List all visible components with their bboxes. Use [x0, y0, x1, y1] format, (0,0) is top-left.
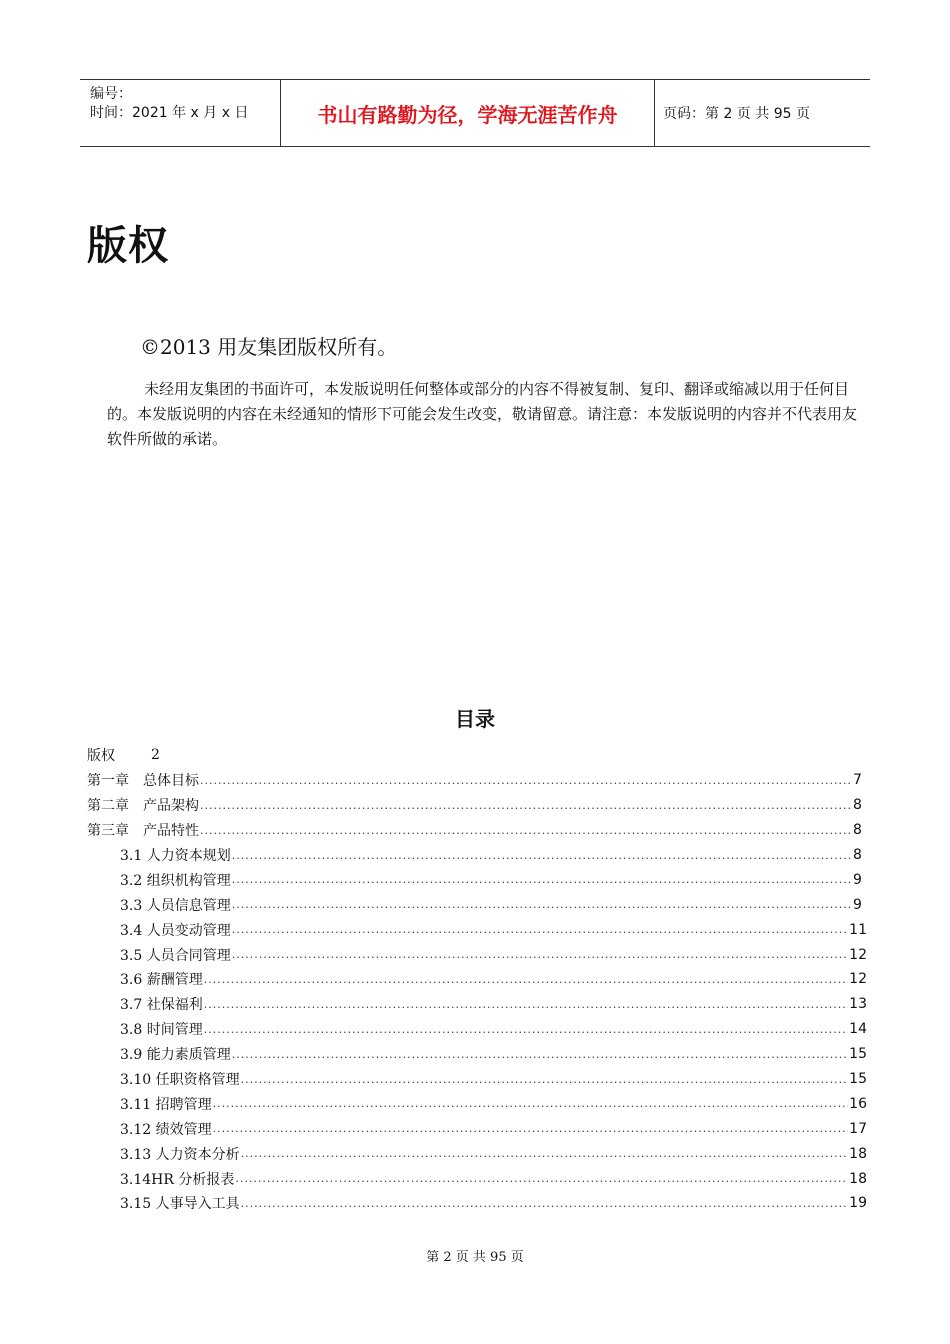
toc-leader — [200, 824, 852, 837]
toc-entry[interactable]: 3.6 薪酬管理 ..... 12 — [87, 967, 867, 992]
toc-leader — [204, 1023, 848, 1036]
toc-leader — [232, 1048, 848, 1061]
toc-leader — [213, 1097, 849, 1110]
toc-leader — [204, 973, 848, 986]
toc-entry[interactable]: 3.2 组织机构管理 ..... 9 — [87, 867, 867, 892]
header-meta — [80, 80, 281, 146]
toc-leader — [232, 849, 852, 862]
toc-leader — [213, 1122, 849, 1135]
toc-leader — [232, 873, 852, 886]
toc-entry[interactable]: 3.7 社保福利 ..... 13 — [87, 992, 867, 1017]
toc-entry[interactable]: 第一章 总体目标 ..... 7 — [87, 768, 867, 793]
toc-entry[interactable]: 3.11 招聘管理 ..... 16 — [87, 1091, 867, 1116]
toc-entry[interactable]: 3.14HR 分析报表 ..... 18 — [87, 1166, 867, 1191]
toc-entry[interactable]: 第三章 产品特性 ..... 8 — [87, 818, 867, 843]
toc-leader — [204, 998, 848, 1011]
toc-leader — [200, 774, 852, 787]
toc-entry[interactable]: 3.9 能力素质管理 ..... 15 — [87, 1042, 867, 1067]
toc-entry[interactable]: 3.4 人员变动管理 ..... 11 — [87, 917, 867, 942]
toc-leader — [241, 1197, 849, 1210]
toc-entry[interactable]: 3.12 绩效管理 ..... 17 — [87, 1116, 867, 1141]
toc-entry[interactable]: 3.1 人力资本规划 ..... 8 — [87, 843, 867, 868]
copyright-line: ©2013 用友集团版权所有。 — [140, 335, 398, 359]
toc-leader — [232, 948, 848, 961]
copyright-paragraph — [107, 377, 867, 452]
table-of-contents — [87, 743, 867, 1216]
toc-leader — [241, 1073, 849, 1086]
toc-leader — [235, 1172, 848, 1185]
header-page-info: 页码：第 2 页 共 95 页 — [663, 106, 810, 122]
toc-entry[interactable]: 3.8 时间管理 ..... 14 — [87, 1017, 867, 1042]
copyright-paragraph-text: 未经用友集团的书面许可，本发版说明任何整体或部分的内容不得被复制、复印、翻译或缩减以用于任何目的。本发版说明的内容在未经通知的情形下可能会发生改变，敬请留意。请注意：本发版说明的内容并不代表用友软件所做的承诺。 — [107, 380, 858, 448]
toc-leader — [232, 923, 848, 936]
toc-title: 目录 — [455, 707, 495, 731]
document-number-label: 编号： — [90, 86, 132, 102]
section-title: 版权 — [87, 223, 169, 269]
toc-entry[interactable]: 版权 2 — [87, 747, 160, 765]
toc-entry[interactable]: 3.3 人员信息管理 ..... 9 — [87, 892, 867, 917]
page-footer: 第 2 页 共 95 页 — [426, 1250, 524, 1265]
header-motto: 书山有路勤为径，学海无涯苦作舟 — [281, 80, 655, 146]
toc-leader — [241, 1147, 849, 1160]
toc-leader — [200, 799, 852, 812]
toc-entry[interactable]: 3.15 人事导入工具 ..... 19 — [87, 1191, 867, 1216]
toc-entry[interactable]: 3.10 任职资格管理 ..... 15 — [87, 1067, 867, 1092]
document-date: 时间：2021 年 x 月 x 日 — [90, 105, 249, 121]
page-header — [80, 79, 870, 147]
toc-leader — [232, 898, 852, 911]
toc-entry[interactable]: 3.5 人员合同管理 ..... 12 — [87, 942, 867, 967]
toc-entry[interactable]: 第二章 产品架构 ..... 8 — [87, 793, 867, 818]
toc-entry[interactable]: 3.13 人力资本分析 ..... 18 — [87, 1141, 867, 1166]
